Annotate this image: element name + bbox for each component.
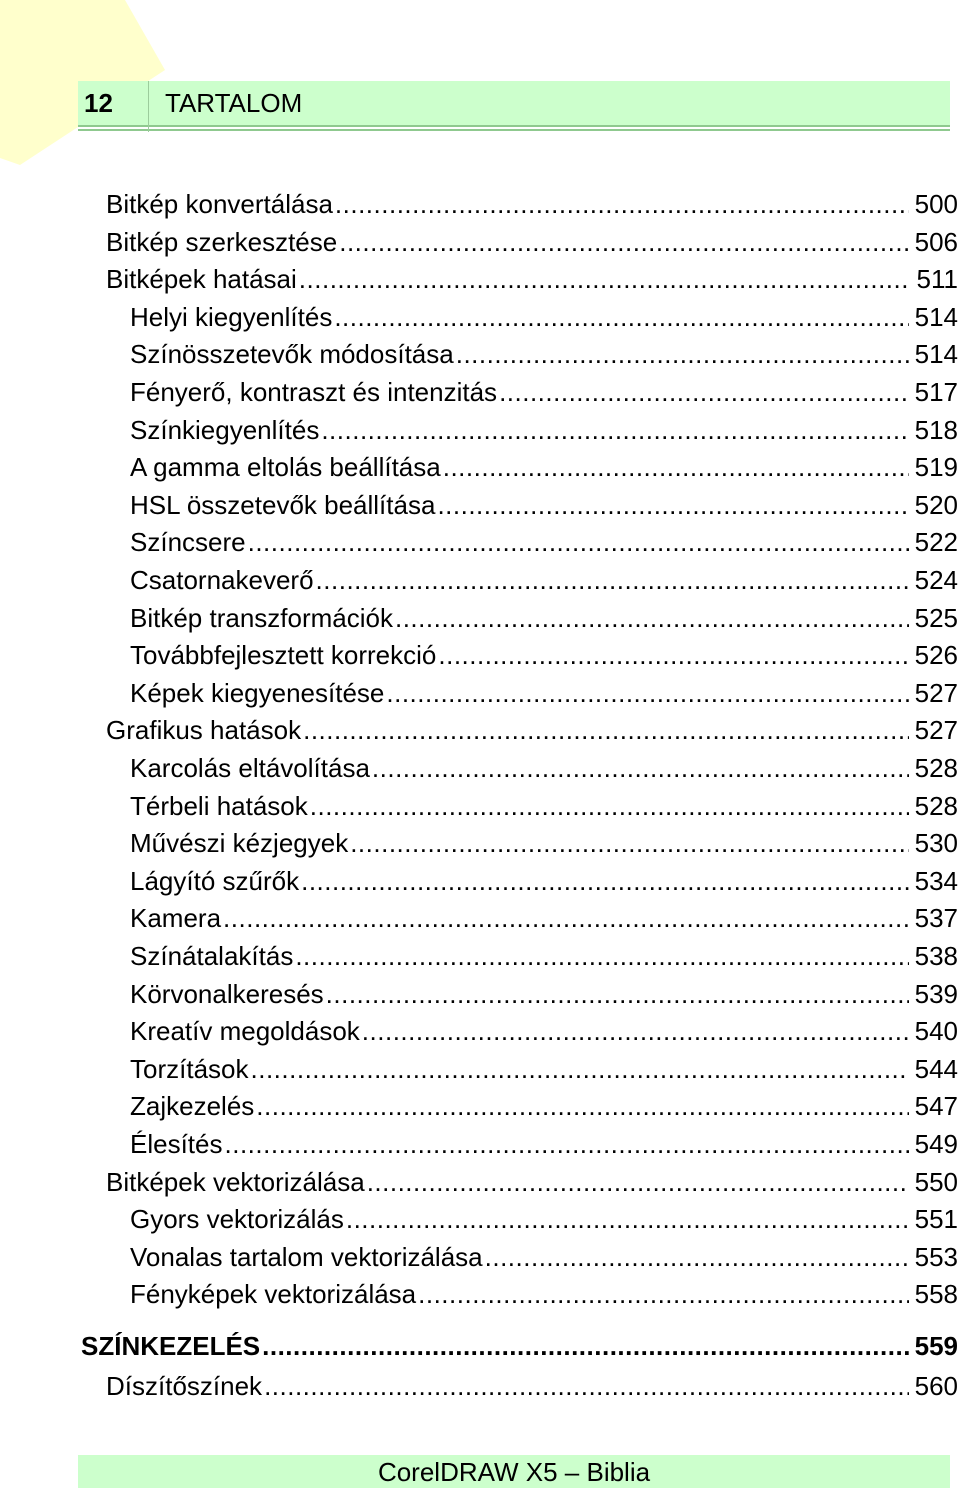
dot-leader bbox=[225, 1126, 909, 1162]
toc-entry[interactable] bbox=[130, 412, 958, 448]
toc-entry-title: Bitkép transzformációk bbox=[130, 602, 393, 633]
toc-entry-page: 539 bbox=[914, 978, 958, 1009]
toc-entry-page: 514 bbox=[914, 301, 958, 332]
toc-entry-title: Díszítőszínek bbox=[106, 1371, 263, 1401]
toc-entry-title: Grafikus hatások bbox=[106, 715, 302, 746]
dot-leader bbox=[456, 336, 909, 372]
dot-leader bbox=[248, 524, 909, 560]
toc-entry-title: Színkiegyenlítés bbox=[130, 414, 320, 445]
toc-entry[interactable] bbox=[130, 675, 958, 711]
dot-leader bbox=[350, 825, 908, 861]
toc-entry[interactable] bbox=[130, 374, 958, 410]
dot-leader bbox=[386, 675, 908, 711]
toc-entry[interactable] bbox=[130, 1088, 958, 1124]
toc-entry[interactable] bbox=[130, 1201, 958, 1237]
toc-entry[interactable] bbox=[130, 524, 958, 560]
toc-entry-page: 511 bbox=[916, 264, 958, 295]
dot-leader bbox=[372, 750, 909, 786]
toc-entry-page: 518 bbox=[914, 414, 958, 445]
dot-leader bbox=[334, 299, 908, 335]
dot-leader bbox=[335, 186, 909, 222]
toc-entry-page: 525 bbox=[914, 602, 958, 633]
toc-entry-title: Színcsere bbox=[130, 527, 246, 558]
toc-entry[interactable] bbox=[130, 1013, 958, 1049]
toc-entry[interactable] bbox=[130, 938, 958, 974]
header-underline-second bbox=[78, 129, 950, 131]
toc-entry-title: Térbeli hatások bbox=[130, 790, 308, 821]
dot-leader bbox=[256, 1088, 908, 1124]
toc-entry-page: 514 bbox=[914, 339, 958, 370]
toc-entry-page: 534 bbox=[914, 865, 958, 896]
toc-entry[interactable] bbox=[130, 976, 958, 1012]
toc-entry-title: Továbbfejlesztett korrekció bbox=[130, 640, 437, 671]
toc-entry-title: Gyors vektorizálás bbox=[130, 1204, 344, 1235]
toc-entry-title: Bitkép szerkesztése bbox=[106, 226, 338, 257]
toc-entry-title: Bitképek hatásai bbox=[106, 264, 297, 295]
header-underline bbox=[78, 125, 950, 127]
toc-entry-title: Fényképek vektorizálása bbox=[130, 1279, 417, 1310]
toc-entry[interactable] bbox=[130, 1276, 958, 1312]
dot-leader bbox=[362, 1013, 909, 1049]
toc-entry-page: 528 bbox=[914, 753, 958, 783]
toc-entry-title: Kamera bbox=[130, 903, 222, 934]
toc-entry-page: 553 bbox=[914, 1241, 958, 1272]
toc-entry-page: 524 bbox=[914, 565, 958, 595]
toc-entry[interactable] bbox=[130, 863, 958, 899]
dot-leader bbox=[499, 374, 909, 410]
toc-entry[interactable] bbox=[130, 1239, 958, 1275]
toc-entry-page: 527 bbox=[914, 715, 958, 746]
dot-leader bbox=[251, 1051, 909, 1087]
toc-entry[interactable] bbox=[106, 186, 958, 222]
toc-entry-page: 528 bbox=[914, 790, 958, 821]
toc-entry-title: Torzítások bbox=[130, 1053, 249, 1084]
toc-entry[interactable] bbox=[130, 487, 958, 523]
toc-entry-page: 538 bbox=[914, 941, 958, 971]
toc-entry[interactable] bbox=[130, 1126, 958, 1162]
dot-leader bbox=[438, 637, 908, 673]
toc-entry[interactable] bbox=[130, 825, 958, 861]
dot-leader bbox=[262, 1328, 908, 1364]
toc-entry-page: 540 bbox=[914, 1016, 958, 1047]
dot-leader bbox=[326, 976, 909, 1012]
toc-entry[interactable] bbox=[130, 637, 958, 673]
toc-entry-title: Bitkép konvertálása bbox=[106, 189, 333, 219]
toc-entry-page: 526 bbox=[914, 640, 958, 671]
toc-entry-page: 537 bbox=[914, 903, 958, 934]
toc-entry-page: 522 bbox=[914, 527, 958, 558]
toc-entry[interactable] bbox=[130, 562, 958, 598]
toc-entry[interactable] bbox=[130, 1051, 958, 1087]
page-number: 12 bbox=[84, 88, 113, 118]
dot-leader bbox=[310, 788, 909, 824]
toc-entry-title: A gamma eltolás beállítása bbox=[130, 452, 441, 483]
page-title: TARTALOM bbox=[165, 88, 303, 118]
toc-entry[interactable] bbox=[130, 449, 958, 485]
toc-entry-title: Helyi kiegyenlítés bbox=[130, 301, 333, 332]
toc-entry[interactable] bbox=[130, 336, 958, 372]
header-separator bbox=[148, 81, 149, 132]
toc-entry-page: 506 bbox=[914, 226, 958, 257]
toc-entry-title: HSL összetevők beállítása bbox=[130, 489, 436, 520]
toc-entry-page: 551 bbox=[914, 1204, 958, 1235]
toc-entry-title: SZÍNKEZELÉS bbox=[81, 1331, 261, 1361]
toc-entry-title: Lágyító szűrők bbox=[130, 865, 300, 896]
toc-entry-page: 559 bbox=[914, 1331, 958, 1361]
dot-leader bbox=[395, 600, 909, 636]
toc-entry-title: Élesítés bbox=[130, 1129, 223, 1159]
dot-leader bbox=[346, 1201, 909, 1237]
toc-entry[interactable] bbox=[106, 224, 958, 260]
toc-entry[interactable] bbox=[130, 900, 958, 936]
toc-entry-page: 549 bbox=[914, 1129, 958, 1159]
toc-entry[interactable] bbox=[106, 261, 958, 297]
toc-entry-page: 517 bbox=[914, 377, 958, 407]
toc-entry-title: Vonalas tartalom vektorizálása bbox=[130, 1241, 483, 1272]
dot-leader bbox=[303, 712, 909, 748]
toc-entry-page: 519 bbox=[914, 452, 958, 483]
toc-entry[interactable] bbox=[130, 750, 958, 786]
dot-leader bbox=[264, 1368, 909, 1404]
dot-leader bbox=[443, 449, 909, 485]
dot-leader bbox=[321, 412, 908, 448]
toc-entry-page: 550 bbox=[914, 1166, 958, 1197]
toc-entry[interactable] bbox=[130, 600, 958, 636]
toc-entry-page: 500 bbox=[914, 189, 958, 219]
dot-leader bbox=[437, 487, 908, 523]
toc-entry-title: Csatornakeverő bbox=[130, 565, 314, 595]
toc-entry-title: Fényerő, kontraszt és intenzitás bbox=[130, 377, 498, 407]
toc-entry-title: Képek kiegyenesítése bbox=[130, 677, 385, 708]
toc-entry-page: 547 bbox=[914, 1091, 958, 1122]
toc-entry-title: Karcolás eltávolítása bbox=[130, 753, 370, 783]
toc-entry[interactable] bbox=[130, 299, 958, 335]
dot-leader bbox=[339, 224, 908, 260]
dot-leader bbox=[295, 938, 908, 974]
toc-entry-title: Körvonalkeresés bbox=[130, 978, 324, 1009]
toc-entry[interactable] bbox=[81, 1328, 958, 1364]
toc-entry[interactable] bbox=[106, 1368, 958, 1404]
toc-entry-title: Színátalakítás bbox=[130, 941, 294, 971]
toc-entry-title: Zajkezelés bbox=[130, 1091, 255, 1122]
toc-entry-page: 520 bbox=[914, 489, 958, 520]
dot-leader bbox=[485, 1239, 909, 1275]
dot-leader bbox=[301, 863, 909, 899]
dot-leader bbox=[367, 1164, 909, 1200]
page-footer: CorelDRAW X5 – Biblia bbox=[78, 1455, 950, 1488]
dot-leader bbox=[299, 261, 911, 297]
toc-entry-page: 560 bbox=[914, 1371, 958, 1401]
toc-entry-title: Bitképek vektorizálása bbox=[106, 1166, 365, 1197]
toc-entry-title: Kreatív megoldások bbox=[130, 1016, 360, 1047]
toc-entry-title: Művészi kézjegyek bbox=[130, 828, 349, 859]
dot-leader bbox=[418, 1276, 908, 1312]
toc-entry-page: 544 bbox=[914, 1053, 958, 1084]
dot-leader bbox=[316, 562, 909, 598]
toc-entry-page: 527 bbox=[914, 677, 958, 708]
toc-entry-page: 558 bbox=[914, 1279, 958, 1310]
toc-entry[interactable] bbox=[130, 788, 958, 824]
toc-entry[interactable] bbox=[106, 1164, 958, 1200]
toc-entry[interactable] bbox=[106, 712, 958, 748]
dot-leader bbox=[223, 900, 909, 936]
toc-entry-title: Színösszetevők módosítása bbox=[130, 339, 454, 370]
toc-entry-page: 530 bbox=[914, 828, 958, 859]
